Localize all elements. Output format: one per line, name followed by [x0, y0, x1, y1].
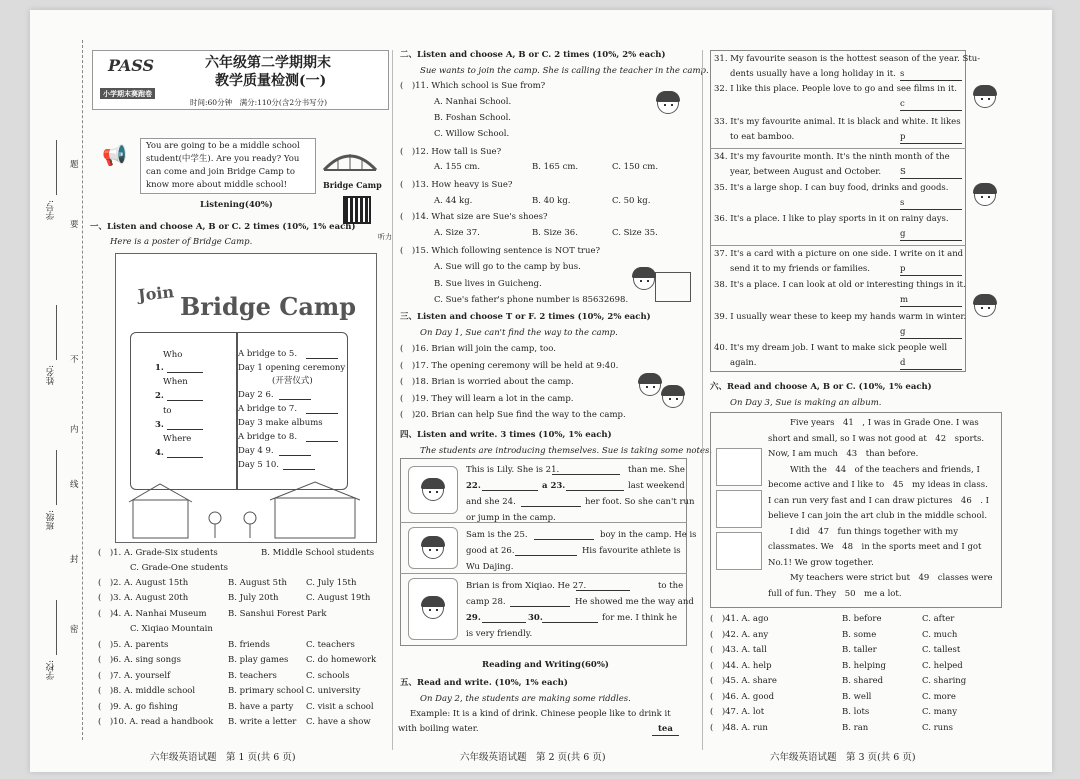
riddle-text: 32. I like this place. People love to go and see films in it. — [714, 84, 957, 94]
option-c[interactable]: C. schools — [306, 671, 350, 681]
note-text: Brian is from Xiqiao. He 27. — [466, 581, 587, 591]
exam-title-2: 教学质量检测(一) — [215, 73, 327, 89]
bridge-icon — [320, 140, 380, 180]
riddle-answer[interactable]: c — [900, 99, 962, 111]
riddle-text: to eat bamboo. — [730, 132, 795, 142]
answer-blank[interactable] — [482, 482, 538, 491]
student-computer-icon — [633, 268, 655, 290]
riddles-divider — [710, 148, 966, 149]
passage-line: I did 47 fun things together with my — [790, 526, 958, 537]
option-b[interactable]: B. have a party — [228, 702, 294, 712]
section-6-heading: 六、Read and choose A, B or C. (10%, 1% each) — [710, 382, 932, 392]
note-text: 30. — [528, 613, 543, 623]
tf-question[interactable]: ( )19. They will learn a lot in the camp. — [400, 393, 574, 404]
option[interactable]: C. Size 35. — [612, 228, 658, 238]
section-4-note: The students are introducing themselves. Sue is taking some notes. — [420, 446, 713, 456]
option-a[interactable]: C. Xiqiao Mountain — [130, 624, 213, 634]
fill-line[interactable] — [56, 450, 57, 505]
poster-left-item: Who — [163, 350, 183, 360]
passage-line: No.1! We grow together. — [768, 557, 874, 568]
choice-c[interactable]: C. much — [922, 629, 958, 640]
poster-left-item: 3. — [155, 420, 164, 430]
riddle-text: 31. My favourite season is the hottest season of the year. Stu- — [714, 54, 981, 64]
passage-line: full of fun. They 50 me a lot. — [768, 588, 902, 599]
answer-blank[interactable] — [521, 498, 581, 507]
example-answer: tea — [652, 724, 679, 736]
option[interactable]: A. 155 cm. — [434, 162, 480, 172]
riddle-text: dents usually have a long holiday in it. — [730, 69, 896, 79]
answer-blank[interactable] — [510, 598, 570, 607]
note-text: good at 26. — [466, 546, 515, 556]
page-3-footer: 六年级英语试题 第 3 页(共 6 页) — [770, 752, 916, 763]
answer-blank[interactable] — [167, 392, 203, 401]
question-line: ( )12. How tall is Sue? — [400, 147, 502, 157]
megaphone-icon: 📢 — [102, 143, 127, 167]
choice-c[interactable]: C. sharing — [922, 676, 967, 686]
riddle-text: 38. It's a place. I can look at old or interesting things in it. — [714, 280, 966, 290]
riddle-answer[interactable]: g — [900, 229, 962, 241]
note-text: His favourite athlete is — [582, 546, 681, 556]
intro-line: can come and join Bridge Camp to — [146, 167, 295, 177]
option[interactable]: C. 150 cm. — [612, 162, 659, 172]
question-line[interactable]: C. Willow School. — [434, 129, 510, 139]
option[interactable]: A. 44 kg. — [434, 196, 473, 206]
answer-blank[interactable] — [482, 614, 526, 623]
binding-char: 内 — [70, 425, 79, 435]
poster-left-item: Where — [163, 434, 192, 444]
passage-line: With the 44 of the teachers and friends, I — [790, 464, 980, 475]
binding-char: 要 — [70, 220, 79, 230]
choice-c[interactable]: C. many — [922, 707, 958, 717]
question-line[interactable]: A. Nanhai School. — [434, 97, 512, 107]
tf-question[interactable]: ( )20. Brian can help Sue find the way to the camp. — [400, 410, 626, 420]
answer-blank[interactable] — [167, 421, 203, 430]
answer-blank[interactable] — [279, 391, 311, 400]
choice-a[interactable]: ( )41. A. ago — [710, 614, 769, 624]
riddle-text: 36. It's a place. I like to play sports in it on rainy days. — [714, 214, 949, 224]
section-6-note: On Day 3, Sue is making an album. — [730, 398, 882, 408]
page-2-footer: 六年级英语试题 第 2 页(共 6 页) — [460, 752, 606, 763]
choice-c[interactable]: C. more — [922, 691, 956, 702]
riddle-answer[interactable]: d — [900, 358, 962, 370]
option-c[interactable]: C. do homework — [306, 655, 377, 665]
option[interactable]: B. 40 kg. — [532, 196, 571, 206]
child-face-icon — [974, 295, 996, 317]
option-b[interactable]: B. July 20th — [228, 593, 279, 603]
tf-question[interactable]: ( )17. The opening ceremony will be held at 9:40. — [400, 360, 619, 371]
poster-title: Bridge Camp — [180, 292, 357, 321]
note-text: last weekend — [628, 481, 685, 491]
option-c[interactable]: C. July 15th — [306, 578, 357, 588]
option-a[interactable]: ( )3. A. August 20th — [98, 593, 189, 603]
answer-blank[interactable] — [167, 449, 203, 458]
section-3-note: On Day 1, Sue can't find the way to the camp. — [420, 328, 618, 338]
choice-a[interactable]: ( )45. A. share — [710, 676, 777, 686]
option-b[interactable]: B. friends — [228, 640, 270, 650]
choice-b[interactable]: B. lots — [842, 707, 870, 717]
album-photo-3 — [716, 532, 762, 570]
passage-line: My teachers were strict but 49 classes were — [790, 573, 993, 583]
poster-left-item: When — [163, 377, 188, 387]
option-a[interactable]: ( )8. A. middle school — [98, 686, 196, 696]
note-text: her foot. So she can't run — [585, 497, 695, 507]
poster-right-item: Day 2 6. — [238, 390, 274, 400]
choice-a[interactable]: ( )42. A. any — [710, 629, 769, 640]
reading-writing-heading: Reading and Writing(60%) — [482, 660, 609, 670]
note-text: or jump in the camp. — [466, 513, 556, 523]
note-text: for me. I think he — [602, 613, 678, 623]
note-text: Wu Dajing. — [466, 562, 514, 572]
question-line: ( )15. Which following sentence is NOT true? — [400, 246, 601, 256]
riddle-answer[interactable]: m — [900, 295, 962, 307]
passage-line: short and small, so I was not good at 42 sports. — [768, 433, 985, 444]
exam-title-1: 六年级第二学期期末 — [205, 55, 331, 71]
option[interactable]: A. Size 37. — [434, 228, 480, 238]
qr-code[interactable] — [343, 196, 371, 224]
poster-right-item: A bridge to 5. — [238, 349, 298, 359]
poster-left-page — [130, 332, 238, 490]
note-text: and she 24. — [466, 497, 516, 507]
choice-c[interactable]: C. helped — [922, 660, 963, 671]
note-text: Sam is the 25. — [466, 530, 528, 540]
notes-divider — [400, 573, 687, 574]
question-line: ( )11. Which school is Sue from? — [400, 81, 546, 91]
choice-b[interactable]: B. taller — [842, 645, 877, 655]
poster-right-item: A bridge to 8. — [238, 432, 298, 442]
poster-left-item: 1. — [155, 363, 164, 373]
choice-c[interactable]: C. tallest — [922, 645, 961, 655]
option-a[interactable]: ( )4. A. Nanhai Museum — [98, 609, 207, 619]
option-b[interactable]: B. Middle School students — [261, 548, 375, 558]
question-line: ( )14. What size are Sue's shoes? — [400, 212, 548, 222]
answer-blank[interactable] — [283, 461, 315, 470]
tf-question[interactable]: ( )16. Brian will join the camp, too. — [400, 344, 556, 354]
poster-right-item: Day 4 9. — [238, 446, 274, 456]
qr-label: 听力 — [378, 233, 392, 241]
question-line[interactable]: B. Foshan School. — [434, 113, 511, 123]
boy-walking-icon — [639, 374, 661, 396]
fill-line[interactable] — [56, 305, 57, 360]
riddle-answer[interactable]: p — [900, 132, 962, 144]
column-divider-2 — [702, 50, 703, 750]
note-text: camp 28. — [466, 597, 506, 607]
choice-a[interactable]: ( )43. A. tall — [710, 645, 767, 655]
girl-phone-icon — [657, 92, 679, 114]
riddle-answer[interactable]: p — [900, 264, 962, 276]
option[interactable]: B. Size 36. — [532, 228, 578, 238]
option-c[interactable]: C. university — [306, 686, 361, 696]
riddle-text: 33. It's my favourite animal. It is black and white. It likes — [714, 117, 961, 127]
poster-right-item: Day 3 make albums — [238, 418, 323, 428]
choice-b[interactable]: B. some — [842, 629, 877, 640]
example-line: Example: It is a kind of drink. Chinese people like to drink it — [410, 709, 671, 719]
choice-c[interactable]: C. after — [922, 614, 955, 624]
answer-blank[interactable] — [542, 614, 598, 623]
side-label: 班级: — [46, 510, 56, 530]
riddle-text: 37. It's a card with a picture on one side. I write on it and — [714, 249, 964, 259]
option-b[interactable]: B. play games — [228, 655, 289, 665]
passage-line: classmates. We 48 in the sports meet and I got — [768, 542, 982, 552]
poster-left-item: 4. — [155, 448, 164, 458]
option[interactable]: B. 165 cm. — [532, 162, 579, 172]
riddle-text: 40. It's my dream job. I want to make sick people well — [714, 343, 948, 353]
album-photo-2 — [716, 490, 762, 528]
option-a[interactable]: ( )5. A. parents — [98, 640, 169, 650]
choice-a[interactable]: ( )48. A. run — [710, 722, 768, 733]
option-a[interactable]: ( )1. A. Grade-Six students — [98, 548, 218, 558]
option-a[interactable]: ( )6. A. sing songs — [98, 655, 181, 665]
riddle-text: 35. It's a large shop. I can buy food, drinks and goods. — [714, 183, 949, 193]
note-text: 22. — [466, 481, 481, 491]
riddle-answer[interactable]: S — [900, 167, 962, 179]
passage-line: I can run very fast and I can draw pictures 46 . I — [768, 495, 990, 506]
binding-char: 题 — [70, 160, 79, 170]
poster-right-item: Day 1 opening ceremony — [238, 363, 346, 373]
answer-blank[interactable] — [306, 350, 338, 359]
passage-line: become active and I like to 45 my ideas in class. — [768, 480, 988, 490]
choice-a[interactable]: ( )44. A. help — [710, 660, 772, 671]
section-4-heading: 四、Listen and write. 3 times (10%, 1% each) — [400, 430, 612, 440]
binding-line — [82, 40, 83, 740]
binding-char: 密 — [70, 625, 79, 635]
fill-line[interactable] — [56, 140, 57, 195]
answer-blank[interactable] — [306, 433, 338, 442]
riddle-text: 34. It's my favourite month. It's the ninth month of the — [714, 152, 950, 162]
riddle-text: year, between August and October. — [730, 167, 882, 177]
poster-right-item: A bridge to 7. — [238, 404, 298, 414]
example-line-2: with boiling water. — [398, 724, 479, 734]
note-text: to the — [658, 581, 684, 591]
note-text: than me. She — [628, 465, 685, 475]
intro-line: know more about middle school! — [146, 180, 287, 190]
exam-sheet — [30, 10, 1052, 772]
sam-picture — [408, 527, 458, 569]
choice-b[interactable]: B. helping — [842, 660, 886, 671]
riddles-divider — [710, 245, 966, 246]
album-photo-1 — [716, 448, 762, 486]
section-2-note: Sue wants to join the camp. She is calling the teacher in the camp. — [420, 66, 709, 76]
option-b[interactable]: B. primary school — [228, 686, 305, 696]
answer-blank[interactable] — [566, 482, 624, 491]
option-a[interactable]: ( )9. A. go fishing — [98, 702, 178, 712]
answer-blank[interactable] — [515, 547, 577, 556]
riddle-text: 39. I usually wear these to keep my hands warm in winter. — [714, 312, 967, 322]
question-line: ( )13. How heavy is Sue? — [400, 180, 513, 190]
poster-left-item: 2. — [155, 391, 164, 401]
riddle-answer[interactable]: s — [900, 69, 962, 81]
side-label: 学校: — [46, 660, 56, 680]
option-a[interactable]: C. Grade-One students — [130, 563, 229, 573]
listening-heading: Listening(40%) — [200, 200, 273, 210]
poster-right-item: (开营仪式) — [272, 376, 313, 386]
time-info: 时间:60分钟 满分:110分(含2分书写分) — [190, 98, 328, 107]
choice-a[interactable]: ( )46. A. good — [710, 691, 775, 702]
child-face-icon — [974, 184, 996, 206]
answer-blank[interactable] — [306, 405, 338, 414]
section-3-heading: 三、Listen and choose T or F. 2 times (10%, 2% each) — [400, 312, 651, 322]
passage-line: Now, I am much 43 than before. — [768, 449, 919, 459]
section-1-note: Here is a poster of Bridge Camp. — [110, 237, 253, 247]
choice-b[interactable]: B. well — [842, 691, 872, 702]
bridge-label: Bridge Camp — [323, 180, 382, 190]
question-line[interactable]: C. Sue's father's phone number is 85632698. — [434, 295, 629, 305]
question-line[interactable]: A. Sue will go to the camp by bus. — [434, 262, 581, 272]
option-b[interactable]: B. teachers — [228, 671, 277, 681]
option-a[interactable]: ( )7. A. yourself — [98, 671, 171, 681]
answer-blank[interactable] — [552, 466, 620, 475]
side-label: 姓名: — [46, 365, 56, 385]
lily-picture — [408, 466, 458, 514]
brian-picture — [408, 578, 458, 640]
fill-line[interactable] — [56, 600, 57, 655]
page-1-footer: 六年级英语试题 第 1 页(共 6 页) — [150, 752, 296, 763]
option-c[interactable]: C. visit a school — [306, 702, 374, 712]
section-1-heading: 一、Listen and choose A, B or C. 2 times (10%, 1% each) — [90, 222, 356, 232]
option-c[interactable]: C. teachers — [306, 640, 355, 650]
choice-b[interactable]: B. before — [842, 614, 882, 624]
option-b[interactable]: B. Sanshui Forest Park — [228, 609, 327, 619]
intro-line: student(中学生). Are you ready? You — [146, 154, 300, 164]
option-c[interactable]: C. have a show — [306, 717, 371, 727]
riddle-text: again. — [730, 358, 757, 368]
answer-blank[interactable] — [534, 531, 594, 540]
binding-char: 不 — [70, 355, 79, 365]
note-text: 29. — [466, 613, 481, 623]
riddle-answer[interactable]: s — [900, 198, 962, 210]
note-text: He showed me the way and — [575, 597, 694, 607]
poster-right-item: Day 5 10. — [238, 460, 280, 470]
passage-line: Five years 41 , I was in Grade One. I was — [790, 418, 979, 428]
poster-illustration — [125, 478, 370, 542]
answer-blank[interactable] — [279, 447, 311, 456]
passage-line: believe I can join the art club in the middle school. — [768, 511, 988, 521]
choice-b[interactable]: B. ran — [842, 722, 869, 733]
side-label: 学号: — [46, 200, 56, 220]
poster-join: Join — [137, 282, 175, 305]
choice-a[interactable]: ( )47. A. lot — [710, 707, 765, 717]
answer-blank[interactable] — [576, 582, 630, 591]
note-text: This is Lily. She is 21. — [466, 465, 560, 475]
choice-b[interactable]: B. shared — [842, 676, 884, 686]
section-2-heading: 二、Listen and choose A, B or C. 2 times (10%, 2% each) — [400, 50, 666, 60]
binding-char: 封 — [70, 555, 79, 565]
option[interactable]: C. 50 kg. — [612, 196, 651, 206]
option-a[interactable]: ( )10. A. read a handbook — [98, 717, 214, 727]
binding-char: 线 — [70, 480, 79, 490]
intro-line: You are going to be a middle school — [146, 141, 300, 151]
section-5-note: On Day 2, the students are making some riddles. — [420, 694, 631, 704]
note-text: is very friendly. — [466, 629, 533, 639]
note-text: a 23. — [542, 481, 566, 491]
column-divider-1 — [392, 50, 393, 750]
tf-question[interactable]: ( )18. Brian is worried about the camp. — [400, 377, 574, 387]
answer-blank[interactable] — [167, 364, 203, 373]
option-b[interactable]: B. August 5th — [228, 578, 287, 588]
note-text: boy in the camp. He is — [600, 530, 697, 540]
poster-left-item: to — [163, 406, 172, 416]
option-a[interactable]: ( )2. A. August 15th — [98, 578, 189, 588]
brand-sub: 小学期末赛跑卷 — [100, 88, 155, 99]
computer-icon — [655, 272, 691, 302]
girl-walking-icon — [662, 386, 684, 408]
option-b[interactable]: B. write a letter — [228, 717, 297, 727]
child-face-icon — [974, 86, 996, 108]
question-line[interactable]: B. Sue lives in Guicheng. — [434, 279, 542, 289]
riddle-text: send it to my friends or families. — [730, 264, 870, 274]
section-5-heading: 五、Read and write. (10%, 1% each) — [400, 678, 568, 688]
brand-logo: PASS — [108, 56, 155, 75]
riddle-answer[interactable]: g — [900, 327, 962, 339]
choice-c[interactable]: C. runs — [922, 722, 953, 733]
option-c[interactable]: C. August 19th — [306, 593, 371, 603]
